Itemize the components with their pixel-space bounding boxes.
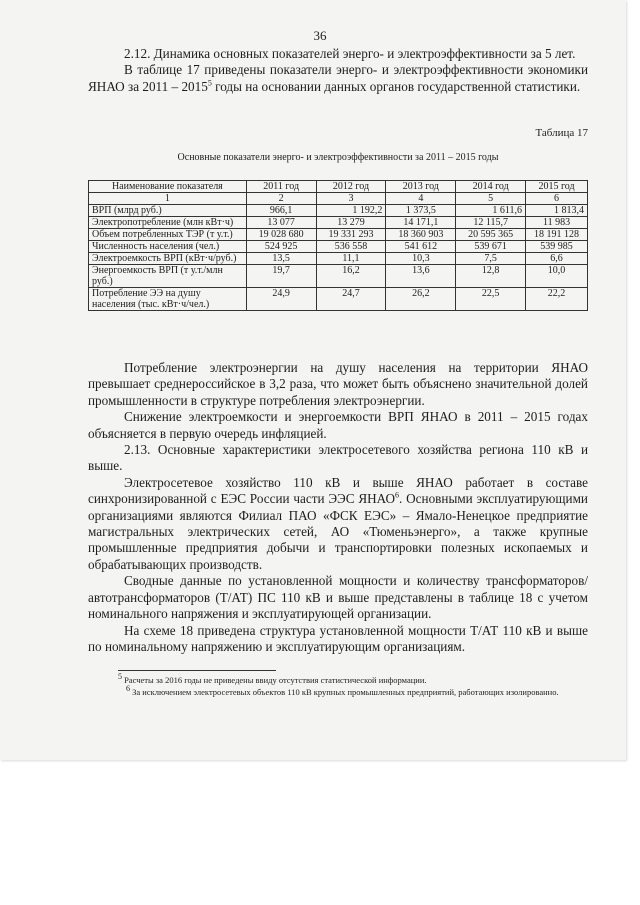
value-cell: 24,9 [246, 288, 316, 311]
paragraph-consumption: Потребление электроэнергии на душу населения на территории ЯНАО превышает среднероссийское в 3,2 раза, что может быть объяснено значительной долей промышленности в структуре потребления электроэнергии. [88, 360, 588, 408]
value-cell: 13 077 [246, 217, 316, 229]
value-cell: 26,2 [386, 288, 456, 311]
value-cell: 19 331 293 [316, 229, 386, 241]
header-cell: 2015 год [526, 181, 588, 193]
p1-text-b: . Основными эксплуатирующими организациями являются Филиал ПАО «ФСК ЕЭС» – Ямало-Ненецкое предприятие магистральных электрических сетей, АО «Тюменьэнерго», а также крупные промышленные предприятия добычи и транспортировки полезных ископаемых и обрабатывающих производств. [88, 491, 588, 572]
row-label: Энергоемкость ВРП (т у.т./млн руб.) [89, 265, 247, 288]
row-label: Электропотребление (млн кВт·ч) [89, 217, 247, 229]
table-row [89, 205, 588, 217]
value-cell: 12,8 [456, 265, 526, 288]
paragraph-intensity: Снижение электроемкости и энергоемкости ВРП ЯНАО в 2011 – 2015 годах объясняется в первую очередь инфляцией. [88, 409, 588, 441]
header-cell: 2014 год [456, 181, 526, 193]
value-cell: 1 813,4 [526, 205, 588, 217]
intro-text-a: В таблице 17 приведены показатели энерго- и электроэффективности экономики ЯНАО за 2011 – 2015 [88, 62, 588, 94]
value-cell: 19,7 [246, 265, 316, 288]
value-cell: 539 671 [456, 241, 526, 253]
indicators-table [88, 180, 588, 311]
table-row [89, 253, 588, 265]
table-row [89, 288, 588, 311]
value-cell: 11 983 [526, 217, 588, 229]
value-cell: 966,1 [246, 205, 316, 217]
body-after-table [88, 360, 588, 655]
value-cell: 1 192,2 [316, 205, 386, 217]
table-caption: Основные показатели энерго- и электроэффективности за 2011 – 2015 годы [177, 152, 499, 163]
table-colnum-row [89, 193, 588, 205]
value-cell: 1 373,5 [386, 205, 456, 217]
value-cell: 11,1 [316, 253, 386, 265]
value-cell: 18 191 128 [526, 229, 588, 241]
colnum-cell: 4 [386, 193, 456, 205]
row-label: Объем потребленных ТЭР (т у.т.) [89, 229, 247, 241]
footnote-6-mark: 6 [126, 684, 130, 694]
table-header-row [89, 181, 588, 193]
section-2-12 [88, 46, 588, 95]
value-cell: 13,6 [386, 265, 456, 288]
value-cell: 524 925 [246, 241, 316, 253]
value-cell: 6,6 [526, 253, 588, 265]
value-cell: 7,5 [456, 253, 526, 265]
value-cell: 1 611,6 [456, 205, 526, 217]
footnote-5-mark: 5 [118, 672, 122, 682]
value-cell: 13,5 [246, 253, 316, 265]
value-cell: 12 115,7 [456, 217, 526, 229]
table-row [89, 265, 588, 288]
footnote-5-text: Расчеты за 2016 годы не приведены ввиду отсутствия статистической информации. [122, 675, 427, 685]
footnote-5 [118, 672, 588, 686]
footnote-ref-5: 5 [207, 78, 212, 88]
colnum-cell: 5 [456, 193, 526, 205]
intro-text-b: годы на основании данных органов государственной статистики. [211, 78, 581, 94]
footnote-6-text: За исключением электросетевых объектов 110 кВ крупных промышленных предприятий, работающих изолированно. [130, 687, 559, 697]
value-cell: 24,7 [316, 288, 386, 311]
row-label: Потребление ЭЭ на душу населения (тыс. кВт·ч/чел.) [89, 288, 247, 311]
value-cell: 10,0 [526, 265, 588, 288]
footnote-separator [118, 670, 276, 671]
value-cell: 13 279 [316, 217, 386, 229]
row-label: Электроемкость ВРП (кВт·ч/руб.) [89, 253, 247, 265]
colnum-cell: 6 [526, 193, 588, 205]
colnum-cell: 1 [89, 193, 247, 205]
table-label: Таблица 17 [535, 127, 588, 139]
value-cell: 19 028 680 [246, 229, 316, 241]
footnote-6 [118, 684, 588, 698]
value-cell: 539 985 [526, 241, 588, 253]
header-cell: 2011 год [246, 181, 316, 193]
header-cell: 2012 год [316, 181, 386, 193]
value-cell: 16,2 [316, 265, 386, 288]
value-cell: 18 360 903 [386, 229, 456, 241]
value-cell: 20 595 365 [456, 229, 526, 241]
value-cell: 22,5 [456, 288, 526, 311]
colnum-cell: 2 [246, 193, 316, 205]
header-cell: Наименование показателя [89, 181, 247, 193]
section-2-13-p1 [88, 475, 588, 573]
p1-text-a: Электросетевое хозяйство 110 кВ и выше ЯНАО работает в составе синхронизированной с ЕЭС России части ЭЭС ЯНАО [88, 474, 588, 507]
value-cell: 14 171,1 [386, 217, 456, 229]
footnote-ref-6: 6 [395, 490, 400, 500]
section-2-13-p2: Сводные данные по установленной мощности и количеству трансформаторов/автотрансформаторов (Т/АТ) ПС 110 кВ и выше представлены в таблице 18 с учетом номинального напряжения и эксплуатирующей организации. [88, 573, 588, 622]
value-cell: 541 612 [386, 241, 456, 253]
table-row [89, 241, 588, 253]
page-number: 36 [313, 28, 327, 43]
table-row [89, 229, 588, 241]
section-2-12-intro [88, 62, 588, 95]
header-cell: 2013 год [386, 181, 456, 193]
value-cell: 536 558 [316, 241, 386, 253]
value-cell: 10,3 [386, 253, 456, 265]
section-2-12-heading: 2.12. Динамика основных показателей энерго- и электроэффективности за 5 лет. [124, 46, 576, 61]
section-2-13-heading: 2.13. Основные характеристики электросетевого хозяйства региона 110 кВ и выше. [88, 442, 588, 474]
value-cell: 22,2 [526, 288, 588, 311]
row-label: Численность населения (чел.) [89, 241, 247, 253]
colnum-cell: 3 [316, 193, 386, 205]
table-row [89, 217, 588, 229]
row-label: ВРП (млрд руб.) [89, 205, 247, 217]
section-2-13-p3: На схеме 18 приведена структура установленной мощности Т/АТ 110 кВ и выше по номинальному напряжению и эксплуатирующим организациям. [88, 622, 588, 654]
